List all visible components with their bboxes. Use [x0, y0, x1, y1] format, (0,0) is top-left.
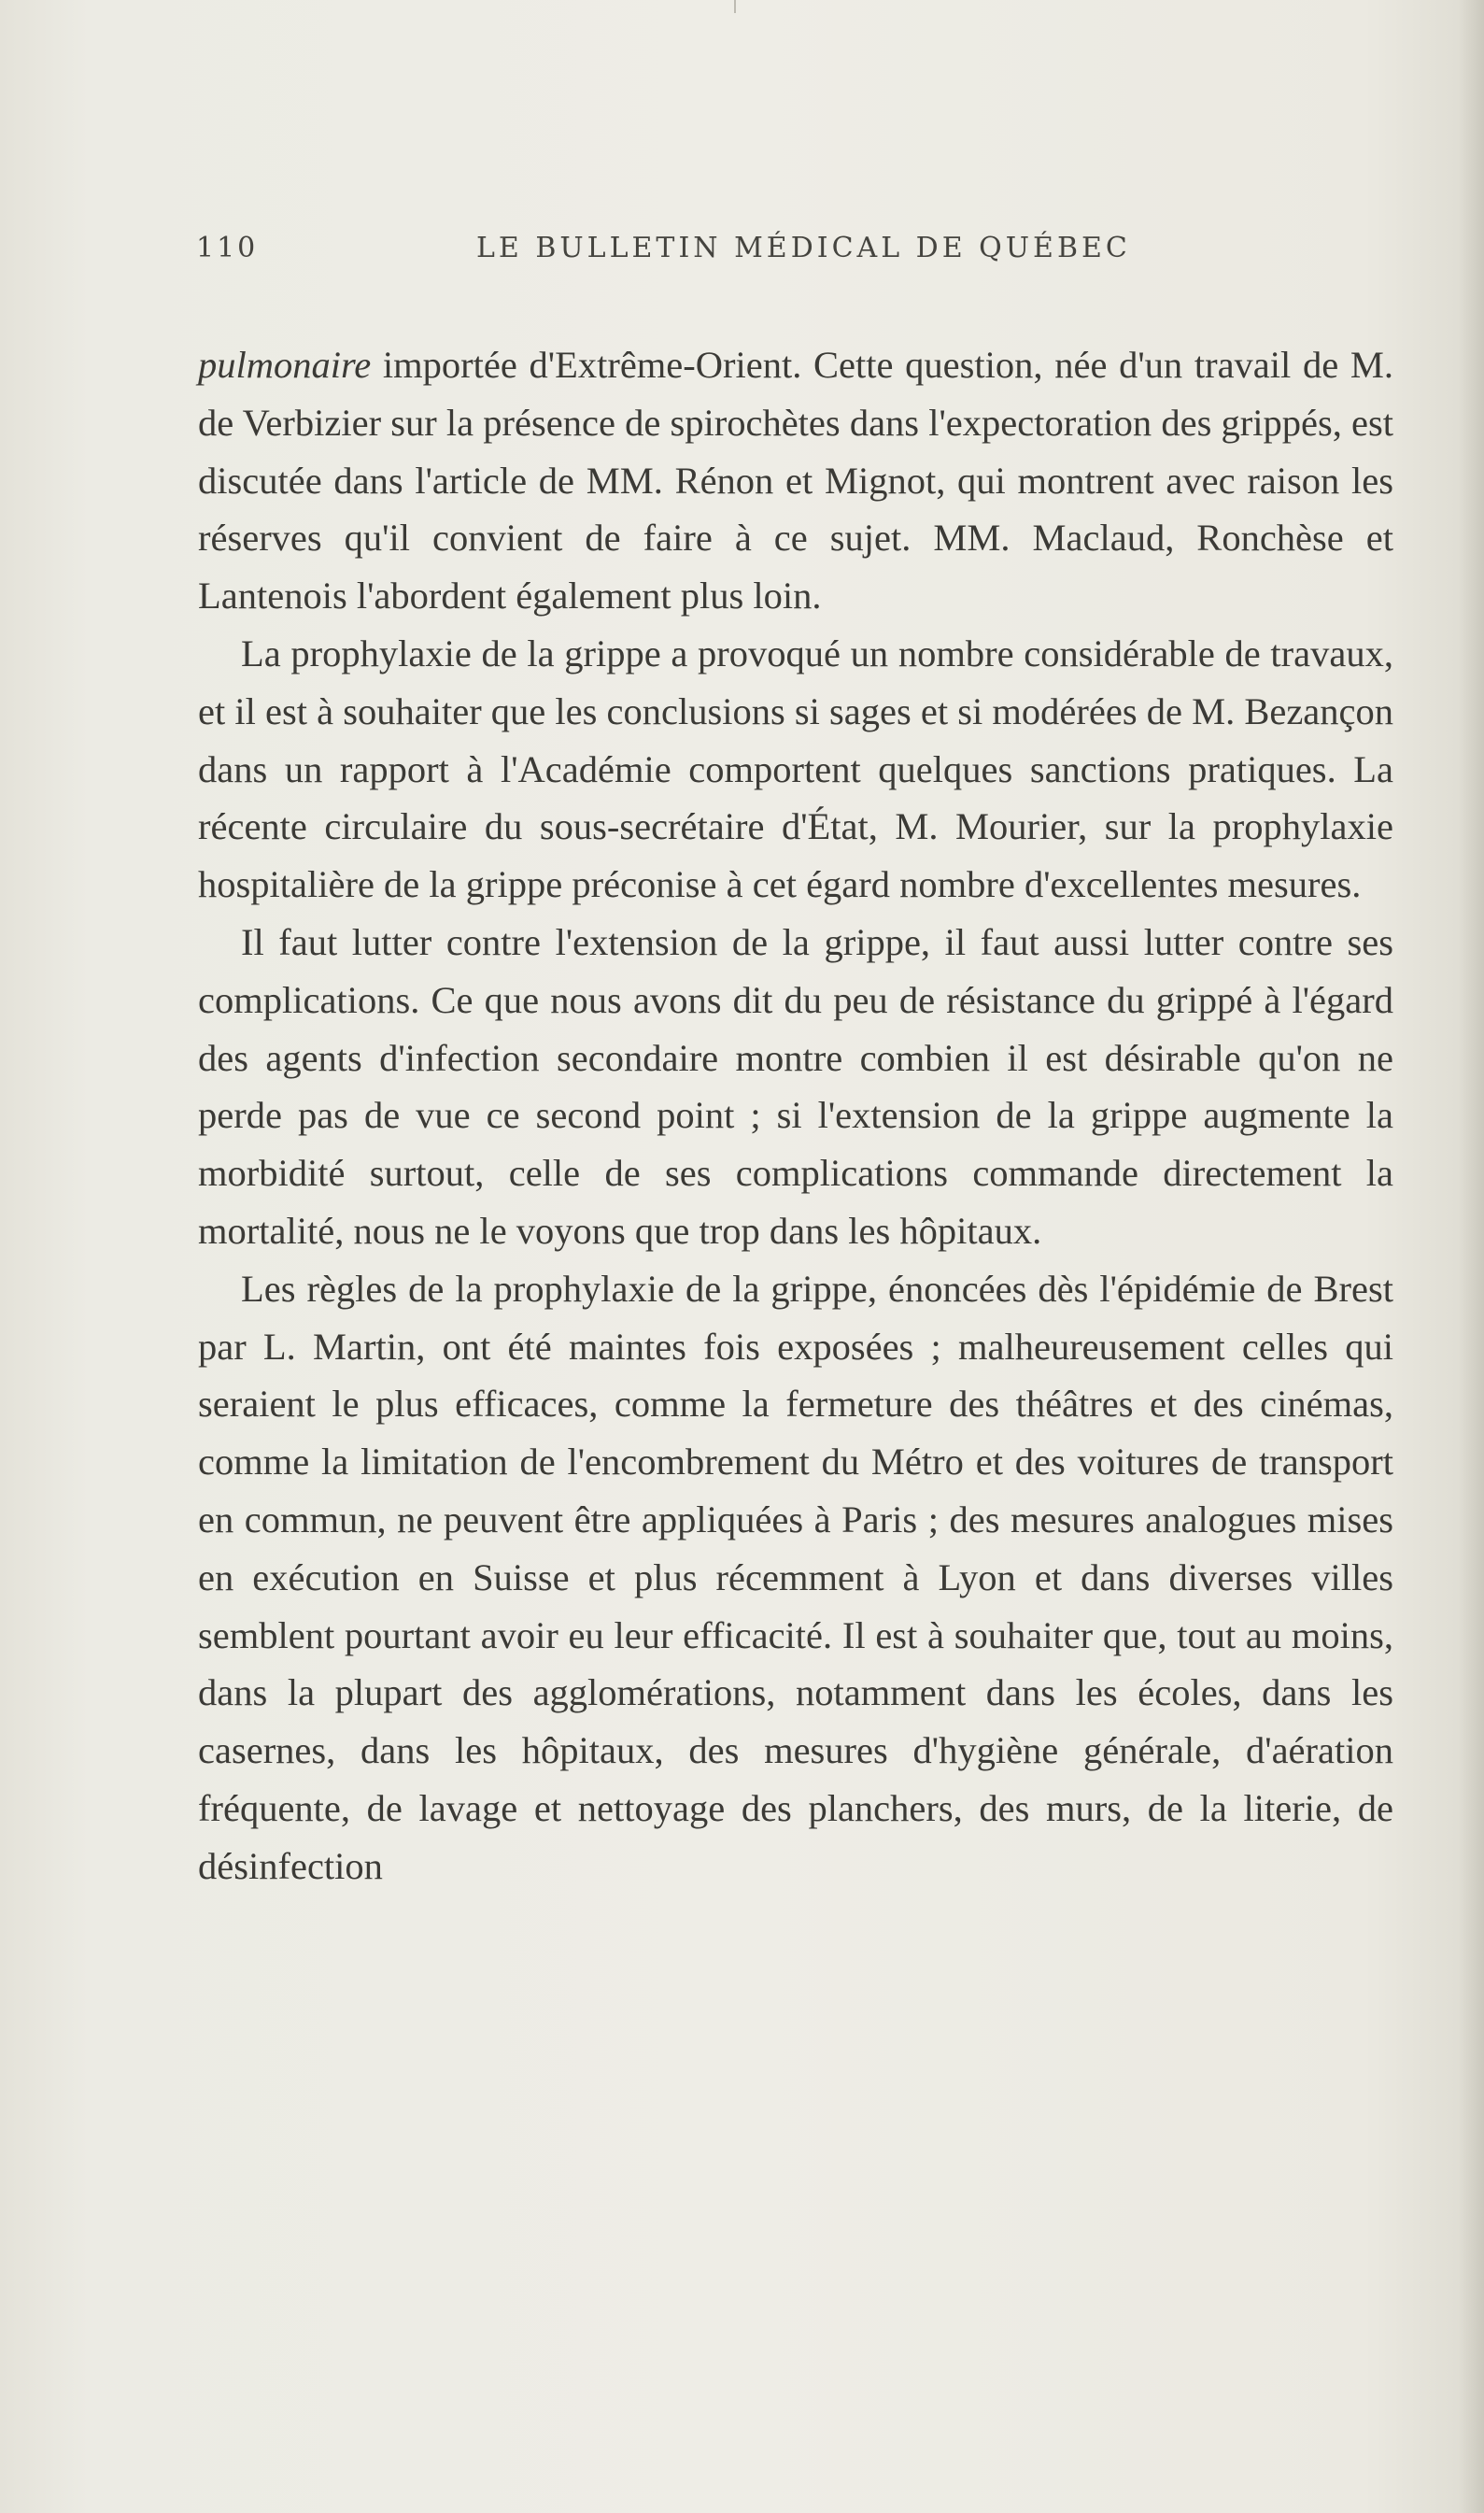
paragraph-4: Les règles de la prophylaxie de la grippe, énoncées dès l'épidémie de Brest par L. Martin, ont été maintes fois exposées ; malheureusement celles qui seraient le plus efficaces, comme la fermeture des théâtres et des cinémas, comme la limitation de l'encombrement du Métro et des voitures de transport en commun, ne peuvent être appliquées à Paris ; des mesures analogues mises en exécution en Suisse et plus récemment à Lyon et dans diverses villes semblent pourtant avoir eu leur efficacité. Il est à souhaiter que, tout au moins, dans la plupart des agglomérations, notamment dans les écoles, dans les casernes, dans les hôpitaux, des mesures d'hygiène générale, d'aération fréquente, de lavage et nettoyage des planchers, des murs, de la literie, de désinfection — [198, 1267, 1393, 1887]
journal-title: LE BULLETIN MÉDICAL DE QUÉBEC — [476, 232, 1131, 264]
paragraph-2: La prophylaxie de la grippe a provoqué un nombre considérable de travaux, et il est à souhaiter que les conclusions si sages et si modérées de M. Bezançon dans un rapport à l'Académie comportent quelques sanctions pratiques. La récente circulaire du sous-secrétaire d'État, M. Mourier, sur la prophylaxie hospitalière de la grippe préconise à cet égard nombre d'excellentes mesures. — [198, 632, 1393, 906]
page-number: 110 — [196, 232, 259, 264]
page-edge-shadow — [1458, 0, 1484, 2513]
running-header — [196, 232, 1364, 278]
paragraph-1-text: importée d'Extrême-Orient. Cette question, née d'un travail de M. de Verbizier sur la présence de spirochètes dans l'expectoration des grippés, est discutée dans l'article de MM. Rénon et Mignot, qui montrent avec raison les réserves qu'il convient de faire à ce sujet. MM. Maclaud, Ronchèse et Lantenois l'abordent également plus loin. — [198, 344, 1393, 618]
italic-lead-word: pulmonaire — [198, 344, 372, 386]
paragraph-3: Il faut lutter contre l'extension de la grippe, il faut aussi lutter contre ses complications. Ce que nous avons dit du peu de résistance du grippé à l'égard des agents d'infection secondaire montre combien il est désirable qu'on ne perde pas de vue ce second point ; si l'extension de la grippe augmente la morbidité surtout, celle de ses complications commande directement la mortalité, nous ne le voyons que trop dans les hôpitaux. — [198, 920, 1393, 1252]
article-body — [198, 336, 1393, 1895]
margin-tick — [734, 0, 736, 13]
paragraph-1 — [198, 336, 1393, 625]
